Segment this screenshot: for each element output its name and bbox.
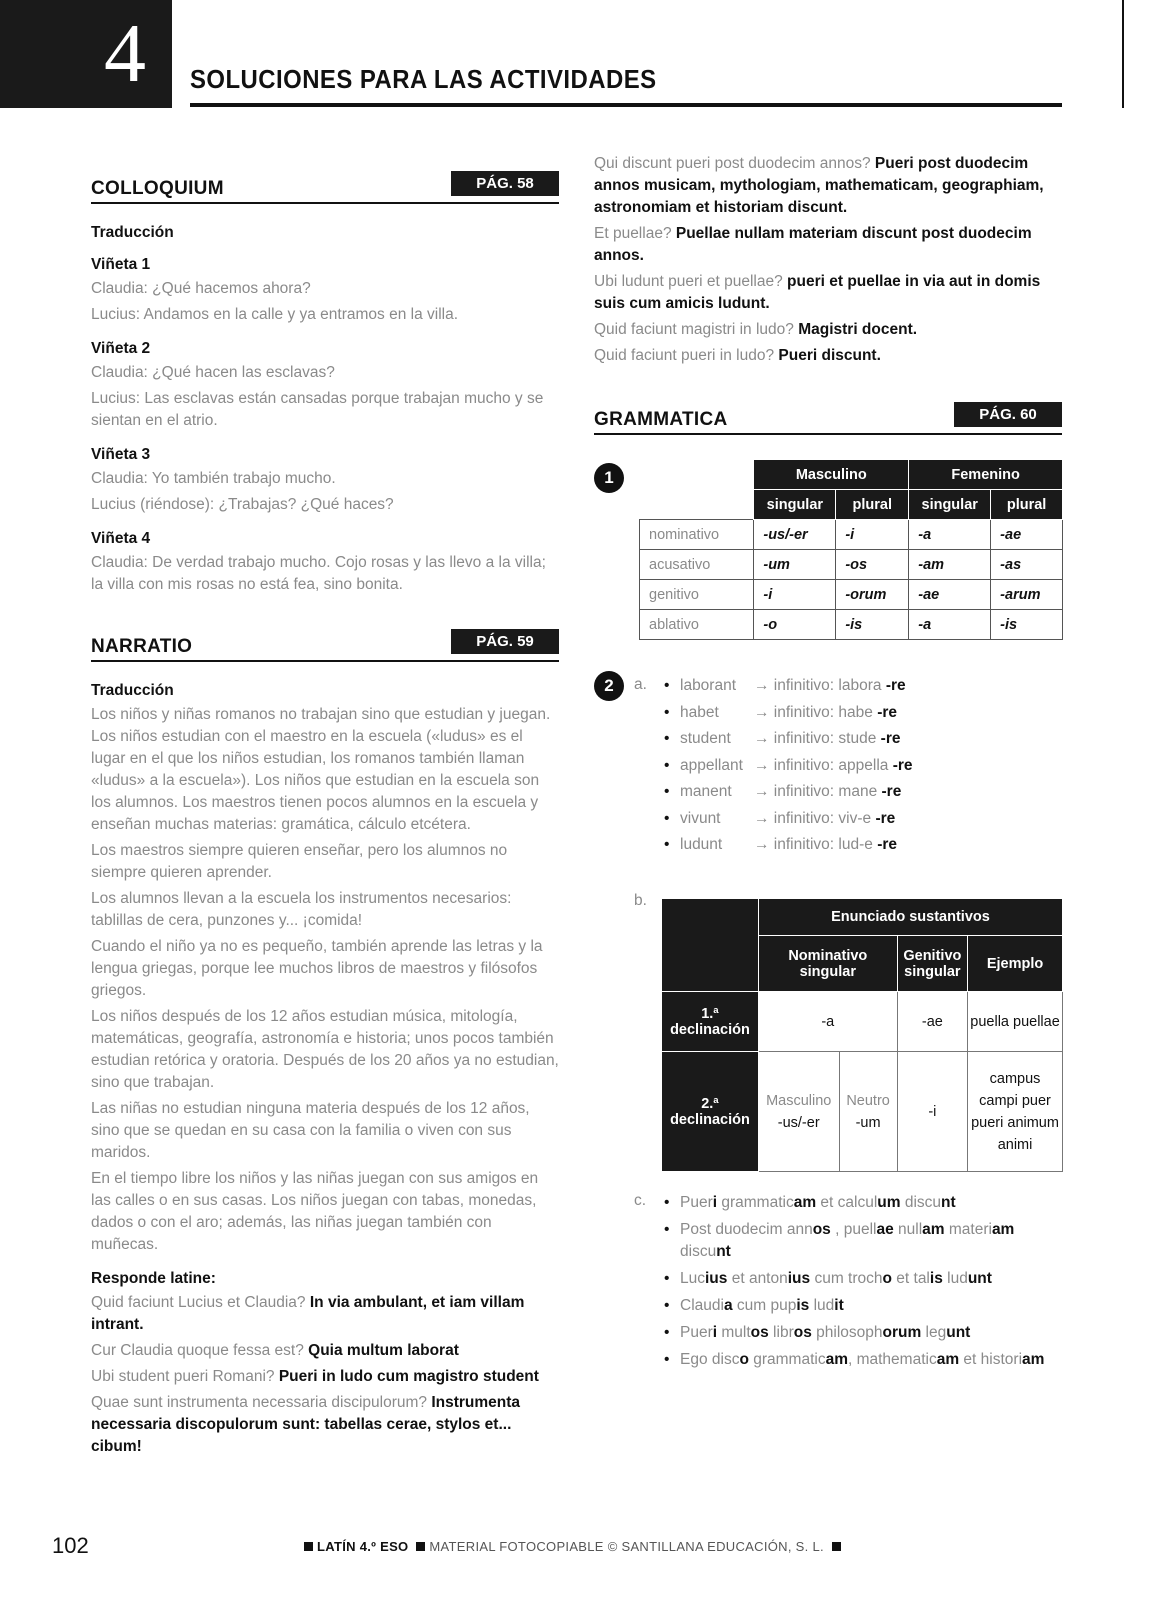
- narratio-paragraph-1: Los niños y niñas romanos no trabajan sino que estudian y juegan. Los niños estudian con el maestro en la escuela («ludus» es el lugar en el que los niños estudian, los romanos también llaman «ludus» a la escuela»). Los niños que estudian en la escuela son los alumnos. Los maestros tienen pocos alumnos en la escuela y enseñan muchas materias: gramática, cálculo etcétera.: [91, 706, 551, 833]
- cell: campus campi puer pueri animum animi: [968, 1052, 1063, 1172]
- col-nominativo: Nominativo singular: [758, 936, 897, 992]
- qa-6: [594, 223, 1062, 267]
- declension-table: [639, 459, 1063, 640]
- cell: puella puellae: [968, 992, 1063, 1052]
- vineta-1-line-2: Lucius: Andamos en la calle y ya entramos en la villa.: [91, 306, 459, 323]
- answer: Pueri in ludo cum magistro student: [278, 1368, 539, 1385]
- col-masculino: Masculino: [754, 460, 909, 490]
- list-item: • Lucius et antonius cum trocho et talis ludunt: [634, 1268, 1064, 1290]
- answer: pueri et puellae in via aut in domis suis cum amicis ludunt.: [594, 273, 1041, 312]
- infinitive-ending: -re: [892, 756, 913, 774]
- bullet-icon: •: [664, 1221, 670, 1238]
- narratio-title: NARRATIO: [91, 636, 193, 657]
- cell: -i: [754, 580, 836, 610]
- cell: -i: [897, 1052, 967, 1172]
- infinitive-stem: → infinitivo: appella: [754, 756, 889, 774]
- infinitive-stem: → infinitivo: lud-e: [754, 836, 873, 853]
- case-label: nominativo: [640, 520, 754, 550]
- cell: -o: [754, 610, 836, 640]
- header-rule: [190, 103, 1062, 107]
- bullet-icon: •: [664, 1194, 670, 1211]
- infinitive-stem: → infinitivo: habe: [754, 703, 873, 721]
- exercise-2b-label: b.: [634, 892, 647, 909]
- right-column: [594, 153, 1062, 435]
- table-row: [640, 550, 1063, 580]
- vineta-2-line-1: Claudia: ¿Qué hacen las esclavas?: [91, 364, 335, 381]
- col-singular: singular: [909, 490, 991, 520]
- bullet-icon: •: [664, 1351, 670, 1368]
- grammatica-page-badge: PÁG. 60: [954, 402, 1062, 427]
- answer: In via ambulant, et iam villam intrant.: [91, 1294, 525, 1333]
- colloquium-title: COLLOQUIUM: [91, 178, 224, 199]
- qa-4: [91, 1392, 559, 1458]
- right-edge-rule: [1122, 0, 1124, 108]
- qa-7: [594, 271, 1062, 315]
- square-icon: [304, 1542, 313, 1551]
- narratio-paragraph-7: En el tiempo libre los niños y las niñas juegan con sus amigos en las calles o en sus casas. Los niños juegan con tabas, monedas, dados o con el aro; además, las niñas juegan también con muñecas.: [91, 1170, 539, 1253]
- cell: -am: [909, 550, 991, 580]
- table-row: [640, 610, 1063, 640]
- bullet-icon: •: [664, 703, 670, 721]
- colloquium-traduccion: Traducción: [91, 224, 174, 241]
- vineta-4-line-1: Claudia: De verdad trabajo mucho. Cojo rosas y las llevo a la villa; la villa con mis rosas no está fea, sino bonita.: [91, 554, 546, 593]
- cell: [758, 1052, 839, 1172]
- exercise-2-badge: 2: [594, 671, 624, 701]
- question: Qui discunt pueri post duodecim annos?: [594, 155, 871, 172]
- cell: -ae: [897, 992, 967, 1052]
- responde-latine: Responde latine:: [91, 1270, 216, 1287]
- grammatica-title: GRAMMATICA: [594, 409, 728, 430]
- list-item: • Pueri grammaticam et calculum discunt: [634, 1192, 1064, 1214]
- cell: -is: [991, 610, 1063, 640]
- vineta-4: Viñeta 4: [91, 530, 151, 547]
- table-row: [640, 520, 1063, 550]
- cell: -a: [909, 520, 991, 550]
- narratio-paragraph-5: Los niños después de los 12 años estudian música, mitología, matemáticas, geografía, astronomía e historia; unos pocos también estudian retórica y oratoria. Después de los 20 años ya no estudian, sino que trabajan.: [91, 1008, 559, 1091]
- infinitive: [754, 779, 901, 806]
- narratio-paragraph-6: Las niñas no estudian ninguna materia después de los 12 años, sino que se quedan en su casa con la familia o viven con sus maridos.: [91, 1100, 530, 1161]
- sentence-list: [634, 1192, 1064, 1376]
- neutro-label: Neutro: [846, 1092, 890, 1109]
- bullet-icon: •: [664, 756, 670, 774]
- infinitive: [754, 726, 900, 753]
- narratio-traduccion: Traducción: [91, 682, 174, 699]
- narratio-page-badge: PÁG. 59: [451, 629, 559, 654]
- infinitive-ending: -re: [880, 730, 901, 747]
- verb: laborant: [680, 677, 737, 694]
- infinitive-stem: → infinitivo: viv-e: [754, 809, 872, 827]
- bullet-icon: •: [664, 836, 670, 853]
- table-row: [640, 580, 1063, 610]
- cell: -i: [836, 520, 909, 550]
- infinitive-ending: -re: [877, 836, 898, 853]
- square-icon: [416, 1542, 425, 1551]
- cell: -us/-er: [754, 520, 836, 550]
- page-title: SOLUCIONES PARA LAS ACTIVIDADES: [190, 64, 657, 94]
- noun-declension-table: [661, 898, 1063, 1172]
- question: Quid faciunt pueri in ludo?: [594, 347, 775, 364]
- footer-copyright: MATERIAL FOTOCOPIABLE © SANTILLANA EDUCACIÓN, S. L.: [429, 1539, 824, 1554]
- page-number: 102: [52, 1533, 89, 1558]
- cell: -arum: [991, 580, 1063, 610]
- left-column: [91, 150, 559, 1462]
- list-item: • Pueri multos libros philosophorum legunt: [634, 1322, 1064, 1344]
- infinitive: [754, 753, 913, 780]
- verb: appellant: [680, 756, 743, 774]
- qa-9: [594, 345, 1062, 367]
- narratio-paragraph-3: Los alumnos llevan a la escuela los instrumentos necesarios: tablillas de cera, punzones y... ¡comida!: [91, 890, 512, 929]
- verb: habet: [680, 703, 719, 721]
- qa-2: [91, 1340, 559, 1362]
- vineta-3: Viñeta 3: [91, 446, 151, 463]
- bullet-icon: •: [664, 1297, 670, 1314]
- verb: vivunt: [680, 809, 721, 827]
- infinitive-stem: → infinitivo: stude: [754, 730, 877, 747]
- bullet-icon: •: [664, 783, 670, 800]
- answer: Quia multum laborat: [308, 1342, 459, 1359]
- narratio-paragraph-2: Los maestros siempre quieren enseñar, pero los alumnos no siempre quieren aprender.: [91, 842, 508, 881]
- vineta-1-line-1: Claudia: ¿Qué hacemos ahora?: [91, 280, 311, 297]
- question: Cur Claudia quoque fessa est?: [91, 1342, 304, 1359]
- qa-1: [91, 1292, 559, 1336]
- row-declinacion-2: 2.ª declinación: [662, 1052, 759, 1172]
- answer: Instrumenta necessaria discopulorum sunt: tabellas cerae, stylos et... cibum!: [91, 1394, 521, 1455]
- bullet-icon: •: [664, 677, 670, 694]
- infinitive: [754, 700, 897, 727]
- table-corner: [662, 899, 759, 992]
- narratio-header: [91, 616, 559, 662]
- question: Ubi ludunt pueri et puellae?: [594, 273, 783, 290]
- cell: -ae: [909, 580, 991, 610]
- bullet-icon: •: [664, 1324, 670, 1341]
- cell: -is: [836, 610, 909, 640]
- grammatica-header: [594, 389, 1062, 435]
- infinitive-ending: -re: [885, 677, 906, 694]
- list-item: • Claudia cum pupis ludit: [634, 1295, 1064, 1317]
- vineta-3-line-1: Claudia: Yo también trabajo mucho.: [91, 470, 336, 487]
- col-ejemplo: Ejemplo: [968, 936, 1063, 992]
- question: Quid faciunt Lucius et Claudia?: [91, 1294, 306, 1311]
- list-item: • Post duodecim annos , puellae nullam materiam discunt: [664, 1221, 1015, 1260]
- cell: -os: [836, 550, 909, 580]
- answer: Pueri discunt.: [778, 347, 881, 364]
- answer: Pueri post duodecim annos musicam, mythologiam, mathematicam, geographiam, astronomiam et historiam discunt.: [594, 155, 1044, 216]
- bullet-icon: •: [664, 1270, 670, 1287]
- chapter-number: 4: [104, 7, 146, 100]
- verb: ludunt: [680, 836, 723, 853]
- bullet-icon: •: [664, 809, 670, 827]
- masculino-label: Masculino: [766, 1092, 832, 1109]
- answer: Magistri docent.: [798, 321, 918, 338]
- exercise-2a-label: a.: [634, 676, 647, 693]
- cell: -a: [758, 992, 897, 1052]
- col-enunciado: Enunciado sustantivos: [758, 899, 1062, 936]
- verb: student: [680, 730, 731, 747]
- cell: [839, 1052, 897, 1172]
- vineta-2-line-2: Lucius: Las esclavas están cansadas porque trabajan mucho y se sientan en el atrio.: [91, 390, 544, 429]
- col-femenino: Femenino: [909, 460, 1063, 490]
- row-declinacion-1: 1.ª declinación: [662, 992, 759, 1052]
- verb: manent: [680, 783, 732, 800]
- infinitive: [754, 806, 895, 833]
- footer: [300, 1539, 845, 1554]
- question: Et puellae?: [594, 225, 672, 242]
- infinitive-stem: → infinitivo: labora: [754, 677, 882, 694]
- case-label: ablativo: [640, 610, 754, 640]
- exercise-2c-label: c.: [634, 1192, 647, 1209]
- qa-3: [91, 1366, 559, 1388]
- qa-8: [594, 319, 1062, 341]
- vineta-2: Viñeta 2: [91, 340, 151, 357]
- col-plural: plural: [836, 490, 909, 520]
- qa-5: [594, 153, 1062, 219]
- infinitive-ending: -re: [875, 809, 896, 827]
- question: Quid faciunt magistri in ludo?: [594, 321, 794, 338]
- list-item: • Ego disco grammaticam, mathematicam et historiam: [634, 1349, 1064, 1371]
- col-genitivo: Genitivo singular: [897, 936, 967, 992]
- cell: -orum: [836, 580, 909, 610]
- infinitive-ending: -re: [881, 783, 902, 800]
- colloquium-header: [91, 158, 559, 204]
- footer-book: LATÍN 4.º ESO: [317, 1539, 409, 1554]
- answer: Puellae nullam materiam discunt post duodecim annos.: [594, 225, 1032, 264]
- case-label: acusativo: [640, 550, 754, 580]
- cell: -a: [909, 610, 991, 640]
- col-plural: plural: [991, 490, 1063, 520]
- case-label: genitivo: [640, 580, 754, 610]
- vineta-3-line-2: Lucius (riéndose): ¿Trabajas? ¿Qué haces?: [91, 496, 394, 513]
- table-row: [662, 1052, 1063, 1172]
- narratio-paragraph-4: Cuando el niño ya no es pequeño, también aprende las letras y la lengua griegas, porque lee muchos libros de maestros y filósofos griegos.: [91, 938, 543, 999]
- square-icon: [832, 1542, 841, 1551]
- colloquium-page-badge: PÁG. 58: [451, 171, 559, 196]
- infinitive-stem: → infinitivo: mane: [754, 783, 878, 800]
- bullet-icon: •: [664, 730, 670, 747]
- vineta-1: Viñeta 1: [91, 256, 151, 273]
- exercise-1-badge: 1: [594, 463, 624, 493]
- neutro-ending: -um: [855, 1114, 881, 1131]
- cell: -ae: [991, 520, 1063, 550]
- chapter-box: [0, 0, 172, 108]
- infinitive-ending: -re: [877, 703, 898, 721]
- table-row: [662, 992, 1063, 1052]
- question: Quae sunt instrumenta necessaria discipulorum?: [91, 1394, 428, 1411]
- masculino-ending: -us/-er: [777, 1114, 820, 1131]
- infinitive: [754, 832, 897, 859]
- col-singular: singular: [754, 490, 836, 520]
- infinitive: [754, 673, 906, 700]
- cell: -um: [754, 550, 836, 580]
- question: Ubi student pueri Romani?: [91, 1368, 275, 1385]
- cell: -as: [991, 550, 1063, 580]
- table-corner: [640, 460, 754, 520]
